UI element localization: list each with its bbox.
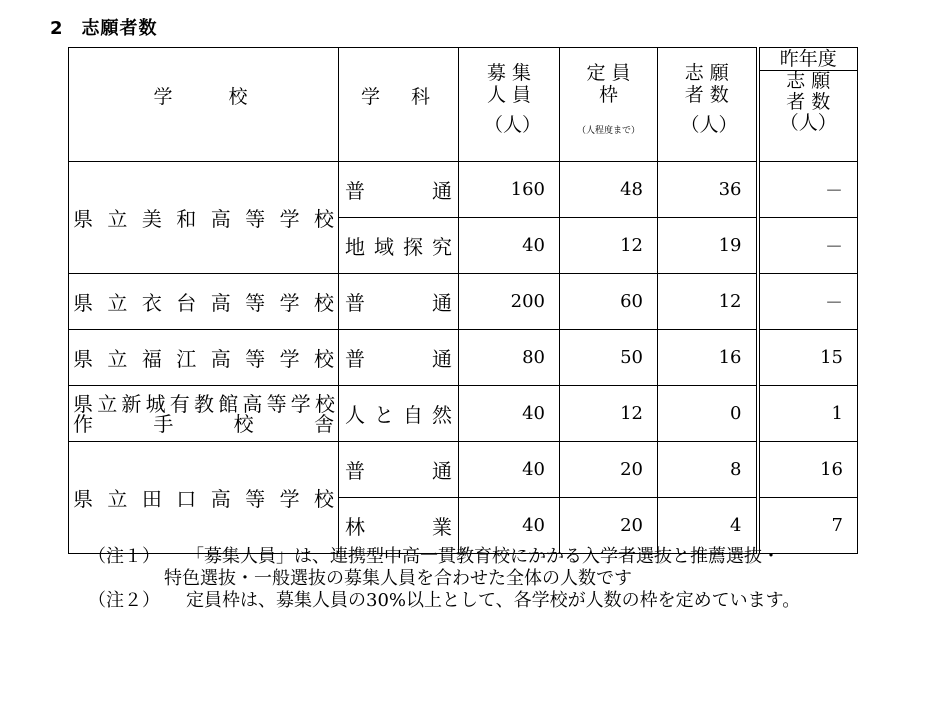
dept: 普通 (339, 162, 459, 218)
capacity: 160 (459, 162, 560, 218)
applicants: 16 (658, 330, 758, 386)
applicants: 8 (658, 442, 758, 498)
table-row (69, 162, 858, 218)
dept: 普通 (339, 274, 459, 330)
table-row (69, 386, 858, 442)
quota: 60 (560, 274, 658, 330)
header-dept: 学 科 (339, 48, 459, 162)
note-1: （注１） 「募集人員」は、連携型中高一貫教育校にかかる入学者選抜と推薦選抜・ (88, 546, 780, 567)
dept: 普通 (339, 442, 459, 498)
table-row (69, 442, 858, 498)
dept: 林業 (339, 498, 459, 554)
quota: 12 (560, 218, 658, 274)
capacity: 40 (459, 498, 560, 554)
quota: 12 (560, 386, 658, 442)
dept: 人と自然 (339, 386, 459, 442)
school-name: 県立福江高等学校 (69, 330, 339, 386)
applicants: 12 (658, 274, 758, 330)
capacity: 40 (459, 442, 560, 498)
quota: 20 (560, 442, 658, 498)
quota: 20 (560, 498, 658, 554)
capacity: 80 (459, 330, 560, 386)
capacity: 40 (459, 386, 560, 442)
header-quota: 定 員 枠 （人程度まで） (560, 48, 658, 162)
applicants: 36 (658, 162, 758, 218)
applicants: 0 (658, 386, 758, 442)
quota: 50 (560, 330, 658, 386)
applicants: 19 (658, 218, 758, 274)
prev-applicants: 1 (758, 386, 858, 442)
school-name: 県立美和高等学校 (69, 162, 339, 274)
table-row (69, 330, 858, 386)
note-2: （注２） 定員枠は、募集人員の30%以上として、各学校が人数の枠を定めています。 (88, 590, 801, 611)
prev-applicants: － (758, 162, 858, 218)
school-name: 県立衣台高等学校 (69, 274, 339, 330)
prev-applicants: 16 (758, 442, 858, 498)
prev-applicants: 7 (758, 498, 858, 554)
section-number: 2 (50, 18, 64, 39)
section-heading: 志願者数 (81, 18, 158, 39)
header-school: 学 校 (69, 48, 339, 162)
applicants-table (68, 47, 858, 554)
note-1-cont: 特色選抜・一般選抜の募集人員を合わせた全体の人数です (164, 568, 632, 589)
header-prev-year: 昨年度 志 願 者 数 （人） (758, 48, 858, 162)
table-row (69, 274, 858, 330)
capacity: 200 (459, 274, 560, 330)
notes (88, 546, 800, 612)
quota: 48 (560, 162, 658, 218)
prev-applicants: － (758, 218, 858, 274)
header-capacity: 募 集 人 員 （人） (459, 48, 560, 162)
header-applicants: 志 願 者 数 （人） (658, 48, 758, 162)
prev-applicants: － (758, 274, 858, 330)
section-title (50, 14, 158, 40)
capacity: 40 (459, 218, 560, 274)
applicants: 4 (658, 498, 758, 554)
school-name: 県立田口高等学校 (69, 442, 339, 554)
dept: 普通 (339, 330, 459, 386)
prev-applicants: 15 (758, 330, 858, 386)
dept: 地域探究 (339, 218, 459, 274)
school-name: 県立新城有教館高等学校 作手校舎 (69, 386, 339, 442)
